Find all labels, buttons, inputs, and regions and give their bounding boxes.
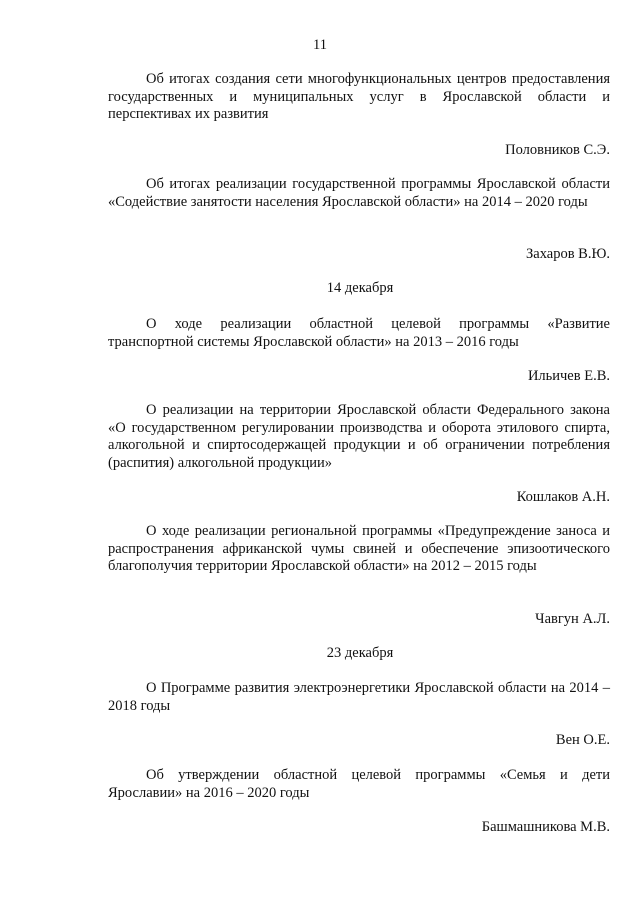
reporter-name: Ильичев Е.В. — [527, 368, 610, 384]
reporter-name: Половников С.Э. — [505, 142, 610, 158]
page-number: 11 — [313, 37, 327, 53]
agenda-item-text: Об итогах создания сети многофункциональных центров предоставления государственных и муниципальных услуг в Ярославской области и перспективах их развития — [108, 71, 610, 122]
reporter-name: Кошлаков А.Н. — [516, 489, 610, 505]
agenda-item-text: О ходе реализации региональной программы «Предупреждение заноса и распространения африканской чумы свиней и обеспечение эпизоотического благополучия территории Ярославской области» на 2012 – 2015 годы — [108, 523, 610, 574]
agenda-item-text: Об утверждении областной целевой программы «Семья и дети Ярославии» на 2016 – 2020 годы — [108, 767, 610, 801]
reporter-name: Захаров В.Ю. — [526, 246, 610, 262]
agenda-item-text: О ходе реализации областной целевой программы «Развитие транспортной системы Ярославской области» на 2013 – 2016 годы — [108, 316, 610, 350]
reporter-name: Чавгун А.Л. — [535, 611, 610, 627]
agenda-item-text: О Программе развития электроэнергетики Ярославской области на 2014 – 2018 годы — [108, 680, 610, 714]
reporter-name: Башмашникова М.В. — [481, 819, 610, 835]
date-heading: 23 декабря — [326, 645, 394, 661]
date-heading: 14 декабря — [326, 280, 394, 296]
reporter-name: Вен О.Е. — [555, 732, 610, 748]
agenda-item-text: О реализации на территории Ярославской области Федерального закона «О государственном регулировании производства и оборота этилового спирта, алкогольной и спиртосодержащей продукции и об ограничении потребления (распития) алкогольной продукции» — [108, 402, 610, 471]
agenda-item-text: Об итогах реализации государственной программы Ярославской области «Содействие занятости населения Ярославской области» на 2014 – 2020 годы — [108, 176, 610, 210]
